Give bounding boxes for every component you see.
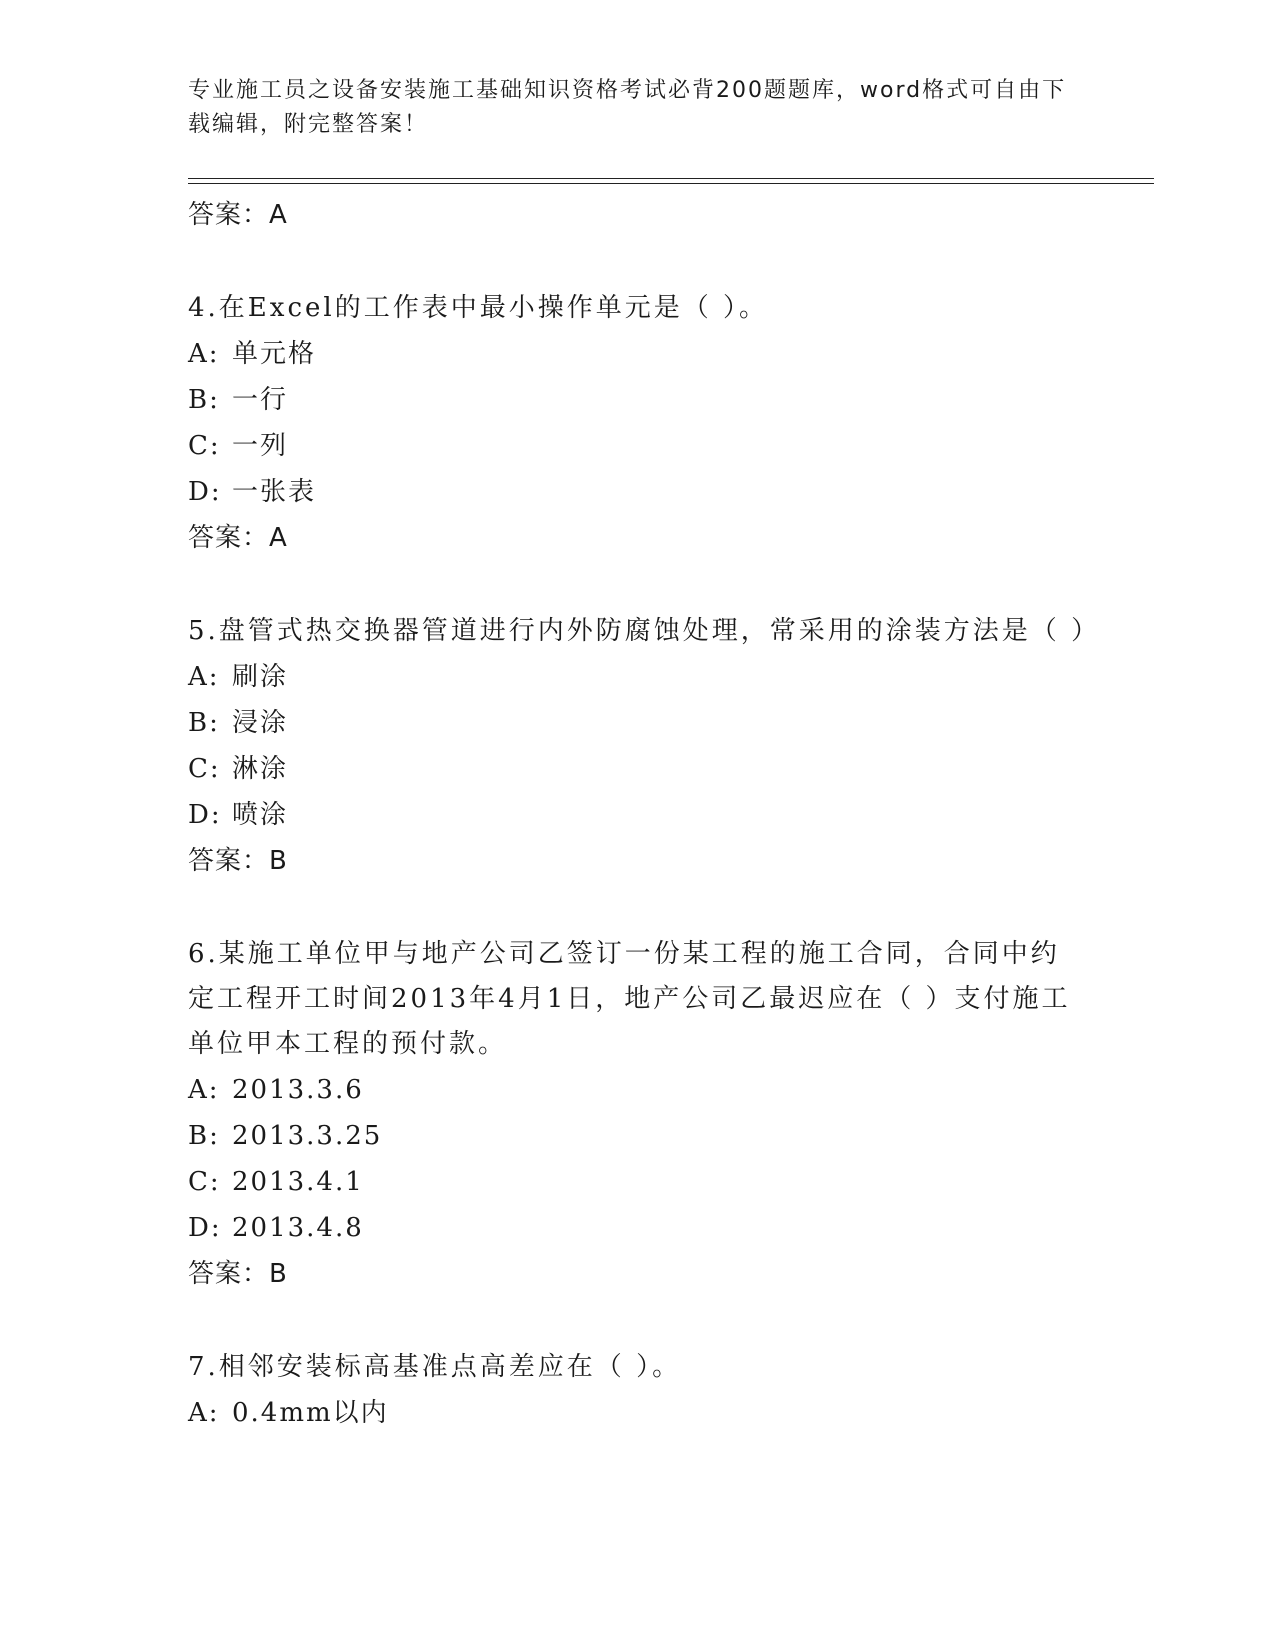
option-letter: C: (188, 754, 221, 784)
option-letter: D: (188, 1213, 222, 1243)
option-item (188, 700, 1088, 746)
answer-line: 答案：B (188, 1259, 288, 1289)
answer-line: 答案：A (188, 200, 288, 230)
question-list (188, 192, 1101, 1436)
answer-line: 答案：A (188, 523, 288, 553)
option-item (188, 377, 1088, 423)
option-text: 2013.3.6 (232, 1075, 364, 1105)
question-item (188, 1345, 1088, 1436)
option-text: 2013.4.8 (232, 1213, 364, 1243)
option-item (188, 1205, 1088, 1251)
header-divider-bottom (188, 183, 1154, 184)
question-item (188, 932, 1088, 1297)
option-letter: C: (188, 1167, 221, 1197)
question-item (188, 286, 1088, 561)
option-item (188, 1159, 1088, 1205)
question-text: 7.相邻安装标高基准点高差应在（ ）。 (188, 1352, 682, 1382)
answer-line: 答案：B (188, 846, 288, 876)
option-letter: A: (188, 339, 220, 369)
option-text: 淋涂 (232, 754, 289, 784)
option-item (188, 331, 1088, 377)
option-letter: A: (188, 1398, 220, 1428)
question-text: 6.某施工单位甲与地产公司乙签订一份某工程的施工合同，合同中约定工程开工时间2013年4月1日，地产公司乙最迟应在（ ）支付施工单位甲本工程的预付款。 (188, 939, 1071, 1059)
option-letter: A: (188, 1075, 220, 1105)
question-text: 5.盘管式热交换器管道进行内外防腐蚀处理，常采用的涂装方法是（ ） (188, 616, 1101, 646)
option-letter: D: (188, 800, 222, 830)
option-letter: B: (188, 1121, 220, 1151)
option-item (188, 746, 1088, 792)
option-item (188, 1067, 1088, 1113)
option-text: 喷涂 (232, 800, 289, 830)
page-header-text: 专业施工员之设备安装施工基础知识资格考试必背200题题库，word格式可自由下载编辑，附完整答案！ (188, 78, 1067, 137)
option-text: 一张表 (232, 477, 317, 507)
option-text: 一列 (232, 431, 289, 461)
option-letter: B: (188, 708, 220, 738)
option-item (188, 792, 1088, 838)
option-text: 一行 (232, 385, 289, 415)
option-item (188, 1113, 1088, 1159)
option-letter: A: (188, 662, 220, 692)
question-text: 4.在Excel的工作表中最小操作单元是（ ）。 (188, 293, 768, 323)
option-text: 浸涂 (232, 708, 289, 738)
option-text: 刷涂 (232, 662, 289, 692)
option-text: 2013.4.1 (232, 1167, 364, 1197)
option-item (188, 654, 1088, 700)
option-item (188, 469, 1088, 515)
header-divider-top (188, 178, 1154, 179)
option-letter: B: (188, 385, 220, 415)
option-text: 单元格 (232, 339, 317, 369)
option-text: 2013.3.25 (232, 1121, 383, 1151)
option-letter: C: (188, 431, 221, 461)
question-item (188, 609, 1101, 884)
option-item (188, 1390, 1088, 1436)
option-item (188, 423, 1088, 469)
option-text: 0.4mm以内 (232, 1398, 389, 1428)
option-letter: D: (188, 477, 222, 507)
